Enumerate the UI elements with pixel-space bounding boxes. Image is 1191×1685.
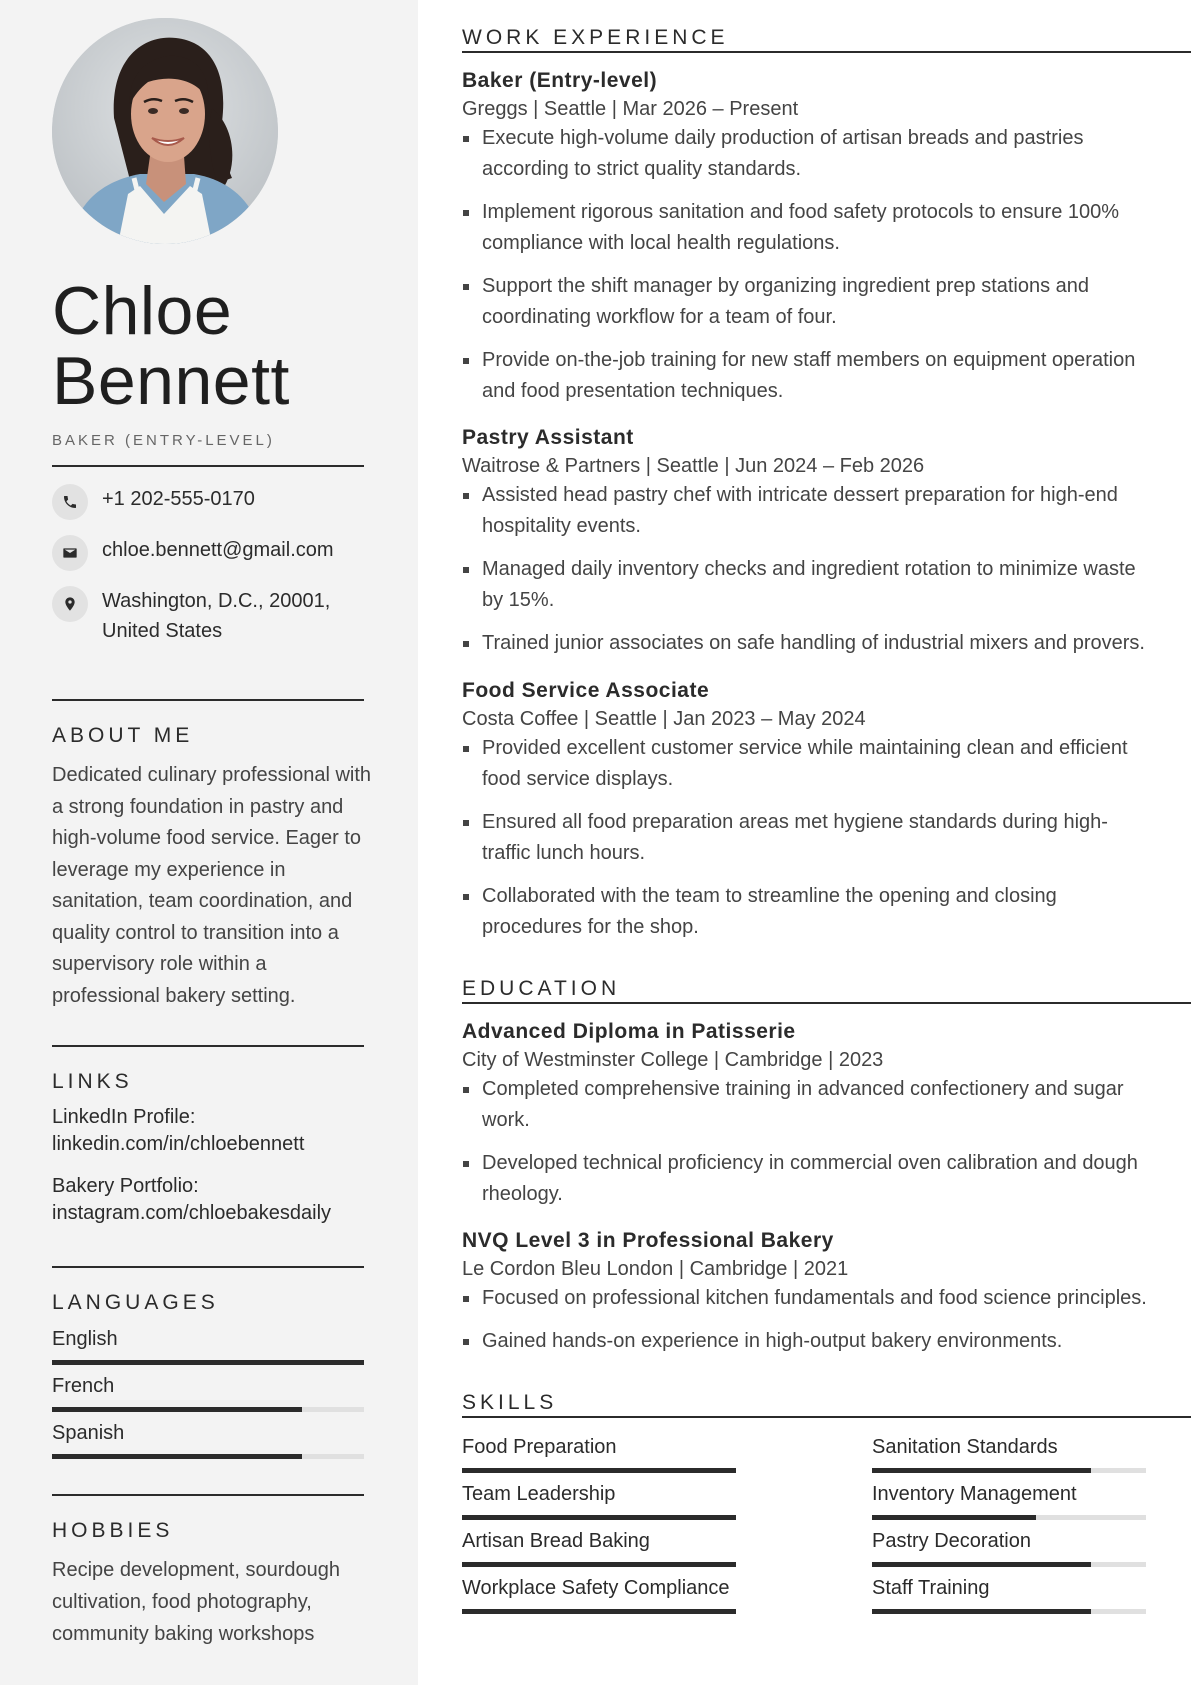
bullet-item: Execute high-volume daily production of artisan breads and pastries according to strict quality standards.: [462, 123, 1152, 185]
hobbies-text: Recipe development, sourdough cultivation, food photography, community baking workshops: [52, 1559, 340, 1645]
bullet-item: Provide on-the-job training for new staff members on equipment operation and food presentation techniques.: [462, 345, 1152, 407]
skill-level-bar: [462, 1515, 736, 1520]
job-bullets: [462, 480, 1152, 659]
skill-level-bar: [872, 1609, 1146, 1614]
job-entry: [462, 677, 1152, 955]
bullet-item: Implement rigorous sanitation and food safety protocols to ensure 100% compliance with local health regulations.: [462, 197, 1152, 259]
degree-title: NVQ Level 3 in Professional Bakery: [462, 1229, 834, 1252]
skill-name: Staff Training: [872, 1577, 990, 1599]
skill-item: [462, 1528, 736, 1567]
job-entry: [462, 67, 1152, 419]
skill-item: [462, 1434, 736, 1473]
skill-level-fill: [872, 1515, 1036, 1520]
divider: [52, 1266, 364, 1268]
last-name: Bennett: [52, 343, 290, 419]
job-entry: [462, 424, 1152, 671]
language-level-bar: [52, 1407, 364, 1412]
main-content: [462, 0, 1191, 1685]
skill-item: [872, 1528, 1146, 1567]
language-level-fill: [52, 1360, 364, 1365]
experience-heading: WORK EXPERIENCE: [462, 26, 729, 49]
link-label: Bakery Portfolio:: [52, 1175, 199, 1197]
education-entry: [462, 1227, 1152, 1369]
email-address[interactable]: chloe.bennett@gmail.com: [102, 539, 334, 561]
skill-name: Sanitation Standards: [872, 1436, 1058, 1458]
link-label: LinkedIn Profile:: [52, 1106, 196, 1128]
link-url[interactable]: instagram.com/chloebakesdaily: [52, 1202, 332, 1224]
bullet-item: Ensured all food preparation areas met hygiene standards during high-traffic lunch hours.: [462, 807, 1152, 869]
skill-item: [872, 1434, 1146, 1473]
about-text: Dedicated culinary professional with a strong foundation in pastry and high-volume food service. Eager to leverage my experience in sanitation, team coordination, and quality control to transition into a supervisory role within a professional bakery setting.: [52, 764, 372, 1007]
job-title: BAKER (ENTRY-LEVEL): [52, 432, 275, 449]
bullet-item: Developed technical proficiency in commercial oven calibration and dough rheology.: [462, 1148, 1152, 1210]
skill-name: Pastry Decoration: [872, 1530, 1031, 1552]
link-portfolio: [52, 1173, 331, 1227]
skill-level-bar: [872, 1562, 1146, 1567]
skill-level-bar: [872, 1468, 1146, 1473]
bullet-item: Focused on professional kitchen fundamentals and food science principles.: [462, 1283, 1152, 1314]
link-url[interactable]: linkedin.com/in/chloebennett: [52, 1133, 305, 1155]
skills-heading: SKILLS: [462, 1391, 558, 1414]
job-title: Baker (Entry-level): [462, 69, 658, 92]
language-item: [52, 1326, 364, 1365]
section-rule: [462, 1416, 1191, 1418]
skill-level-fill: [872, 1562, 1091, 1567]
skill-level-fill: [462, 1515, 736, 1520]
phone-number[interactable]: +1 202-555-0170: [102, 488, 255, 510]
full-name: [52, 273, 290, 419]
job-meta: Costa Coffee | Seattle | Jan 2023 – May 2024: [462, 708, 866, 730]
job-title: Food Service Associate: [462, 679, 710, 702]
link-linkedin: [52, 1104, 304, 1158]
job-meta: Waitrose & Partners | Seattle | Jun 2024 – Feb 2026: [462, 455, 925, 477]
divider: [52, 1494, 364, 1496]
bullet-item: Collaborated with the team to streamline the opening and closing procedures for the shop.: [462, 881, 1152, 943]
job-bullets: [462, 733, 1152, 943]
avatar: [52, 18, 278, 244]
address-line-2: United States: [102, 620, 223, 642]
skill-name: Workplace Safety Compliance: [462, 1577, 730, 1599]
skill-level-bar: [462, 1609, 736, 1614]
sidebar: [0, 0, 418, 1685]
language-level-bar: [52, 1454, 364, 1459]
language-level-fill: [52, 1407, 302, 1412]
address: [102, 586, 330, 646]
bullet-item: Assisted head pastry chef with intricate dessert preparation for high-end hospitality events.: [462, 480, 1152, 542]
skill-name: Food Preparation: [462, 1436, 617, 1458]
education-bullets: [462, 1283, 1152, 1357]
skill-level-bar: [872, 1515, 1146, 1520]
skill-level-fill: [872, 1468, 1091, 1473]
phone-icon: [52, 484, 88, 520]
education-bullets: [462, 1074, 1152, 1210]
school-meta: Le Cordon Bleu London | Cambridge | 2021: [462, 1258, 849, 1280]
skill-name: Team Leadership: [462, 1483, 616, 1505]
school-meta: City of Westminster College | Cambridge | 2023: [462, 1049, 884, 1071]
skill-name: Artisan Bread Baking: [462, 1530, 650, 1552]
skill-level-fill: [462, 1609, 736, 1614]
language-name: French: [52, 1375, 115, 1397]
language-name: English: [52, 1328, 118, 1350]
bullet-item: Managed daily inventory checks and ingredient rotation to minimize waste by 15%.: [462, 554, 1152, 616]
bullet-item: Provided excellent customer service while maintaining clean and efficient food service displays.: [462, 733, 1152, 795]
links-heading: LINKS: [52, 1070, 133, 1093]
location-pin-icon: [52, 586, 88, 622]
bullet-item: Trained junior associates on safe handling of industrial mixers and provers.: [462, 628, 1152, 659]
skill-item: [872, 1481, 1146, 1520]
language-name: Spanish: [52, 1422, 125, 1444]
skill-item: [462, 1575, 736, 1614]
skill-level-fill: [462, 1468, 736, 1473]
section-rule: [462, 51, 1191, 53]
contact-email: [52, 535, 334, 571]
bullet-item: Completed comprehensive training in advanced confectionery and sugar work.: [462, 1074, 1152, 1136]
section-rule: [462, 1002, 1191, 1004]
divider: [52, 699, 364, 701]
bullet-item: Support the shift manager by organizing ingredient prep stations and coordinating workflow for a team of four.: [462, 271, 1152, 333]
language-level-bar: [52, 1360, 364, 1365]
language-item: [52, 1373, 364, 1412]
skill-level-bar: [462, 1468, 736, 1473]
language-level-fill: [52, 1454, 302, 1459]
job-bullets: [462, 123, 1152, 407]
job-meta: Greggs | Seattle | Mar 2026 – Present: [462, 98, 799, 120]
education-entry: [462, 1018, 1152, 1222]
contact-phone: [52, 484, 255, 520]
address-line-1: Washington, D.C., 20001,: [102, 590, 331, 612]
divider: [52, 1045, 364, 1047]
contact-address: [52, 586, 330, 646]
first-name: Chloe: [52, 273, 233, 349]
skill-level-fill: [872, 1609, 1091, 1614]
skill-level-fill: [462, 1562, 736, 1567]
language-item: [52, 1420, 364, 1459]
portrait-photo: [52, 18, 278, 244]
education-heading: EDUCATION: [462, 977, 621, 1000]
languages-heading: LANGUAGES: [52, 1291, 219, 1314]
skill-name: Inventory Management: [872, 1483, 1077, 1505]
hobbies-heading: HOBBIES: [52, 1519, 174, 1542]
skill-level-bar: [462, 1562, 736, 1567]
divider: [52, 465, 364, 467]
job-title: Pastry Assistant: [462, 426, 634, 449]
degree-title: Advanced Diploma in Patisserie: [462, 1020, 796, 1043]
about-heading: ABOUT ME: [52, 724, 194, 747]
skill-item: [872, 1575, 1146, 1614]
bullet-item: Gained hands-on experience in high-output bakery environments.: [462, 1326, 1152, 1357]
skill-item: [462, 1481, 736, 1520]
mail-icon: [52, 535, 88, 571]
